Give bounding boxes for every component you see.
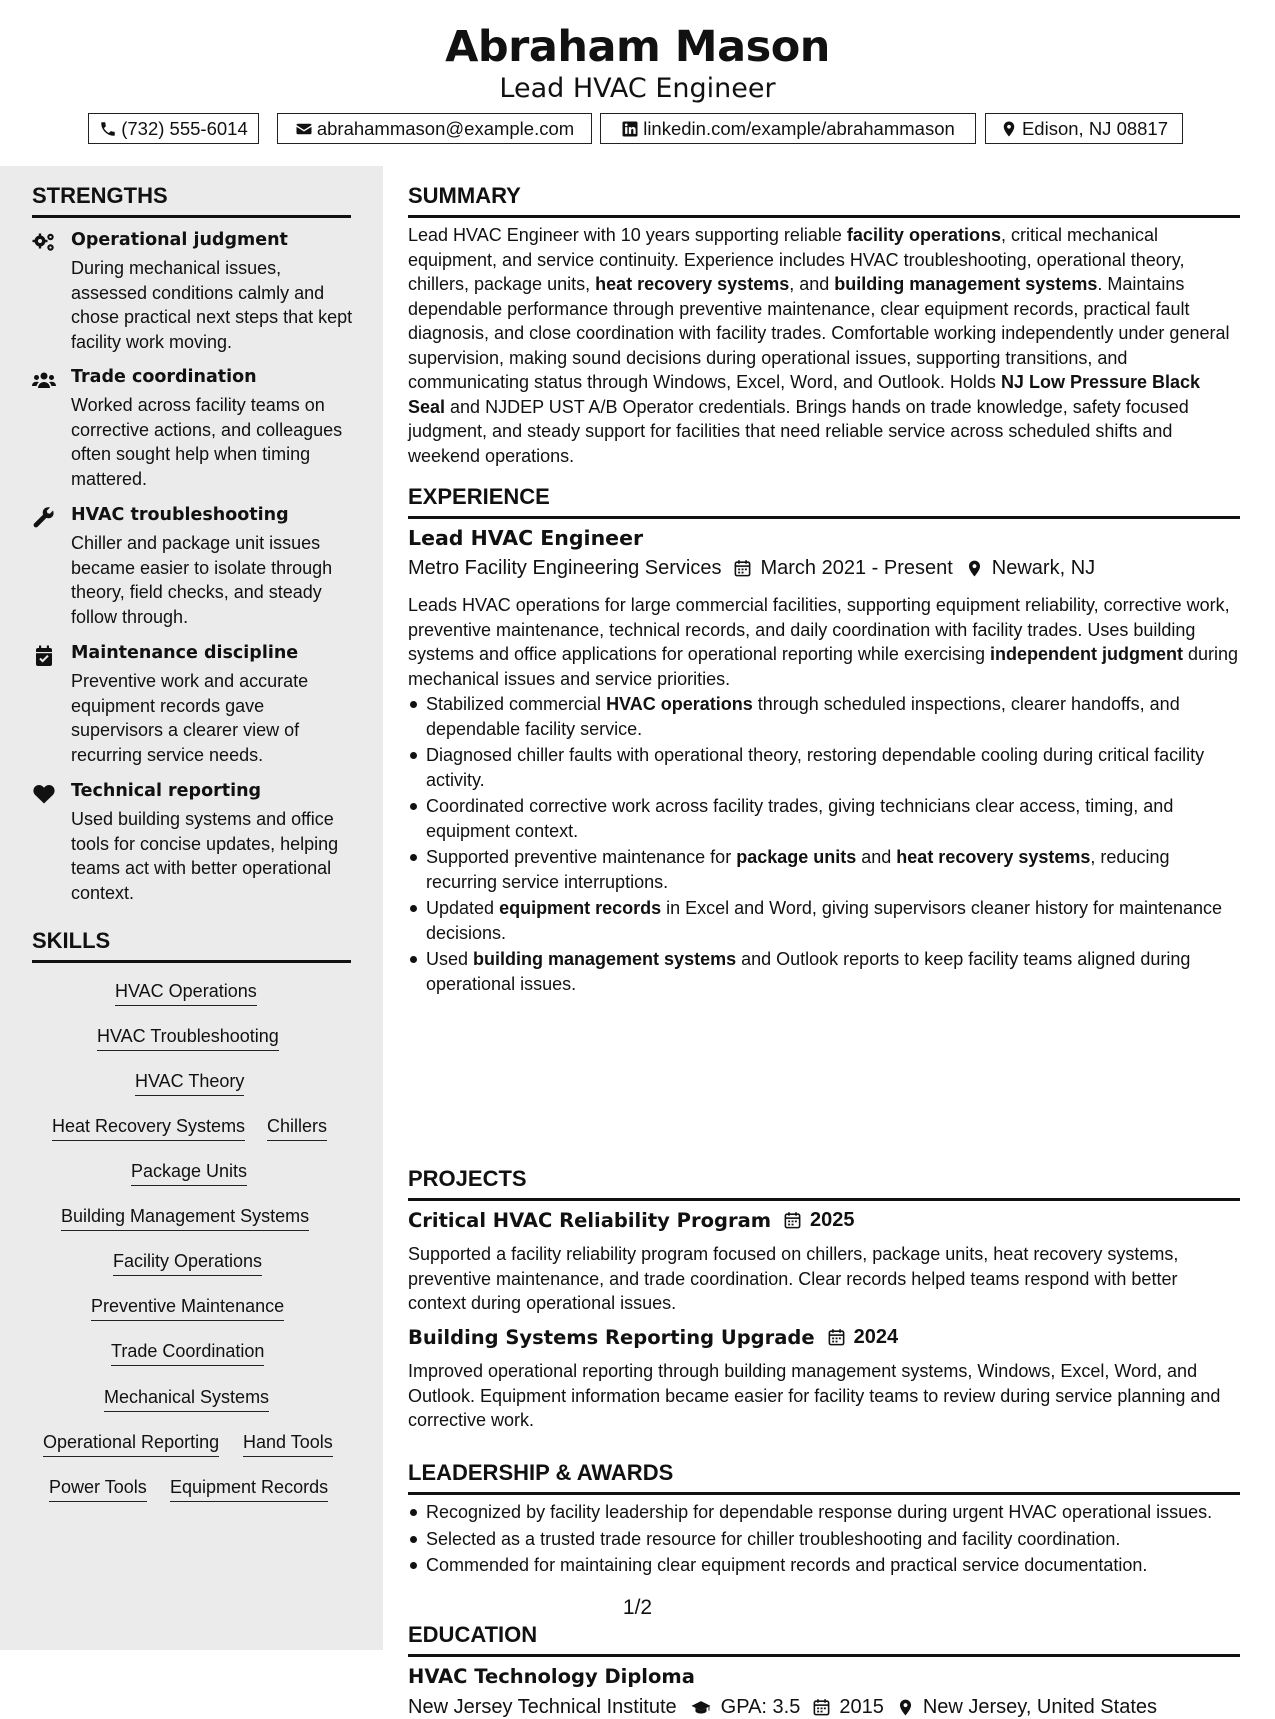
- location-pin-icon: [896, 1698, 915, 1717]
- contact-phone[interactable]: [88, 113, 259, 144]
- project-year: 2025: [810, 1209, 855, 1231]
- strength-title: Operational judgment: [71, 230, 288, 250]
- contact-linkedin-text: linkedin.com/example/abrahammason: [643, 117, 955, 139]
- job-description: Leads HVAC operations for large commercial facilities, supporting equipment reliability, corrective work, preventive maintenance, technical records, and daily coordination with facility trades. Uses building systems and office applications for operational reporting while exercising independent judgment during mechanical issues and service priorities.: [408, 595, 1239, 689]
- project-year: 2024: [853, 1326, 899, 1348]
- calendar-icon: [783, 1211, 802, 1230]
- skill-tag: HVAC Theory: [135, 1071, 244, 1096]
- strength-description: Chiller and package unit issues became easier to isolate through theory, field checks, and steady follow through.: [71, 533, 333, 627]
- users-icon: [32, 369, 56, 391]
- emphasis-text: facility operations: [846, 225, 1001, 245]
- contact-location-text: Edison, NJ 08817: [1021, 117, 1169, 139]
- skill-tag: Power Tools: [49, 1477, 147, 1502]
- degree-title: HVAC Technology Diploma: [408, 1665, 695, 1688]
- envelope-icon: [295, 120, 313, 138]
- strength-title: HVAC troubleshooting: [71, 505, 289, 525]
- skill-tag: Package Units: [131, 1161, 247, 1186]
- gpa: GPA: 3.5: [720, 1696, 801, 1718]
- summary-text: Lead HVAC Engineer with 10 years supporting reliable facility operations, critical mechanical equipment, and service continuity. Experience includes HVAC troubleshooting, operational theory, chillers, package units, heat recovery systems, and building management systems. Maintains dependable performance through preventive maintenance, clear equipment records, practical fault diagnosis, and close coordination with facility trades. Comfortable working independently under general supervision, making sound decisions during operational issues, supporting transitions, and communicating status through Windows, Excel, Word, and Outlook. Holds NJ Low Pressure Black Seal and NJDEP UST A/B Operator credentials. Brings hands on trade knowledge, safety focused judgment, and steady support for facilities that need reliable service across scheduled shifts and weekend operations.: [408, 225, 1230, 466]
- candidate-title: Lead HVAC Engineer: [499, 73, 776, 104]
- linkedin-icon: [621, 120, 639, 138]
- skill-tag: Building Management Systems: [61, 1206, 309, 1231]
- calendar-icon: [812, 1698, 831, 1717]
- skill-tag: Operational Reporting: [43, 1432, 219, 1457]
- project-title-line: [408, 1326, 898, 1349]
- emphasis-text: heat recovery systems: [595, 274, 790, 294]
- resume-header: [0, 0, 1275, 166]
- skill-tag: Hand Tools: [243, 1432, 333, 1457]
- emphasis-text: NJ Low Pressure Black Seal: [408, 372, 1201, 417]
- emphasis-text: building management systems: [834, 274, 1098, 294]
- bullet-item: Updated equipment records in Excel and Word, giving supervisors cleaner history for maintenance decisions.: [408, 896, 1240, 945]
- company-name: Metro Facility Engineering Services: [408, 557, 722, 579]
- emphasis-text: package units: [736, 847, 857, 867]
- leadership-heading: LEADERSHIP & AWARDS: [408, 1460, 1240, 1495]
- strength-title: Maintenance discipline: [71, 643, 299, 663]
- project-description: Supported a facility reliability program focused on chillers, package units, heat recovery systems, preventive maintenance, and trade coordination. Clear records helped teams respond with better context during operational issues.: [408, 1244, 1179, 1313]
- bullet-item: Used building management systems and Outlook reports to keep facility teams aligned during operational issues.: [408, 947, 1240, 996]
- strength-title: Trade coordination: [71, 367, 257, 387]
- candidate-name: Abraham Mason: [445, 22, 830, 72]
- strength-description: During mechanical issues, assessed conditions calmly and chose practical next steps that kept facility work moving.: [71, 258, 353, 352]
- calendar-check-icon: [32, 645, 56, 667]
- job-title: Lead HVAC Engineer: [408, 526, 644, 550]
- project-title: Building Systems Reporting Upgrade: [408, 1326, 815, 1349]
- strength-description: Worked across facility teams on corrective actions, and colleagues often sought help when timing mattered.: [71, 395, 343, 489]
- bullet-item: Diagnosed chiller faults with operational theory, restoring dependable cooling during critical facility activity.: [408, 743, 1240, 792]
- job-meta: [408, 557, 1095, 580]
- strengths-heading: STRENGTHS: [32, 183, 351, 218]
- strength-description: Preventive work and accurate equipment records gave supervisors a clearer view of recurring service needs.: [71, 671, 309, 765]
- experience-heading: EXPERIENCE: [408, 484, 1240, 519]
- emphasis-text: equipment records: [499, 898, 662, 918]
- skill-tag: Heat Recovery Systems: [52, 1116, 245, 1141]
- graduation-cap-icon: [689, 1698, 713, 1717]
- contact-location: [985, 113, 1183, 144]
- graduation-year: 2015: [839, 1696, 884, 1718]
- project-description: Improved operational reporting through building management systems, Windows, Excel, Word, and Outlook. Equipment information became easier for facility teams to review during service planning and corrective work.: [408, 1361, 1221, 1430]
- gears-icon: [32, 232, 56, 254]
- skill-tag: Facility Operations: [113, 1251, 262, 1276]
- emphasis-text: HVAC operations: [606, 694, 753, 714]
- school-name: New Jersey Technical Institute: [408, 1696, 677, 1718]
- skill-tag: Equipment Records: [170, 1477, 328, 1502]
- contact-email[interactable]: [277, 113, 592, 144]
- education-heading: EDUCATION: [408, 1622, 1240, 1657]
- skill-tag: HVAC Operations: [115, 981, 257, 1006]
- job-dates: March 2021 - Present: [760, 557, 953, 579]
- emphasis-text: building management systems: [473, 949, 737, 969]
- location-pin-icon: [1000, 120, 1018, 138]
- bullet-item: Coordinated corrective work across facility trades, giving technicians clear access, timing, and equipment context.: [408, 794, 1240, 843]
- skill-tag: HVAC Troubleshooting: [97, 1026, 279, 1051]
- education-location: New Jersey, United States: [922, 1696, 1157, 1718]
- projects-heading: PROJECTS: [408, 1166, 1240, 1201]
- bullet-item: Supported preventive maintenance for package units and heat recovery systems, reducing recurring service interruptions.: [408, 845, 1240, 894]
- bullet-item: Stabilized commercial HVAC operations through scheduled inspections, clearer handoffs, and dependable facility service.: [408, 692, 1240, 741]
- skill-tag: Trade Coordination: [111, 1341, 264, 1366]
- skill-tag: Mechanical Systems: [104, 1387, 269, 1412]
- location-pin-icon: [965, 559, 984, 578]
- leadership-bullets: [408, 1500, 1240, 1580]
- heart-icon: [32, 783, 56, 805]
- strength-title: Technical reporting: [71, 781, 262, 801]
- job-bullets: [408, 692, 1240, 998]
- education-meta: [408, 1696, 1157, 1719]
- leadership-item: Commended for maintaining clear equipment records and practical service documentation.: [408, 1553, 1240, 1578]
- job-location: Newark, NJ: [991, 557, 1096, 579]
- page-number: 1/2: [622, 1596, 653, 1619]
- sidebar: [0, 166, 383, 1650]
- contact-bar: [88, 113, 1183, 144]
- leadership-item: Selected as a trusted trade resource for chiller troubleshooting and facility coordination.: [408, 1527, 1240, 1552]
- contact-linkedin[interactable]: [600, 113, 976, 144]
- summary-heading: SUMMARY: [408, 183, 1240, 218]
- emphasis-text: independent judgment: [989, 644, 1183, 664]
- emphasis-text: heat recovery systems: [896, 847, 1091, 867]
- calendar-icon: [827, 1328, 846, 1347]
- skill-tag: Preventive Maintenance: [91, 1296, 284, 1321]
- contact-email-text: abrahammason@example.com: [316, 117, 575, 139]
- skill-tag: Chillers: [267, 1116, 327, 1141]
- leadership-item: Recognized by facility leadership for dependable response during urgent HVAC operational issues.: [408, 1500, 1240, 1525]
- contact-phone-text: (732) 555-6014: [121, 117, 248, 139]
- project-title: Critical HVAC Reliability Program: [408, 1209, 772, 1232]
- skills-heading: SKILLS: [32, 928, 351, 963]
- calendar-icon: [733, 559, 752, 578]
- phone-icon: [99, 120, 117, 138]
- wrench-icon: [32, 507, 56, 529]
- project-title-line: [408, 1209, 855, 1232]
- strength-description: Used building systems and office tools for concise updates, helping teams act with better operational context.: [71, 809, 339, 903]
